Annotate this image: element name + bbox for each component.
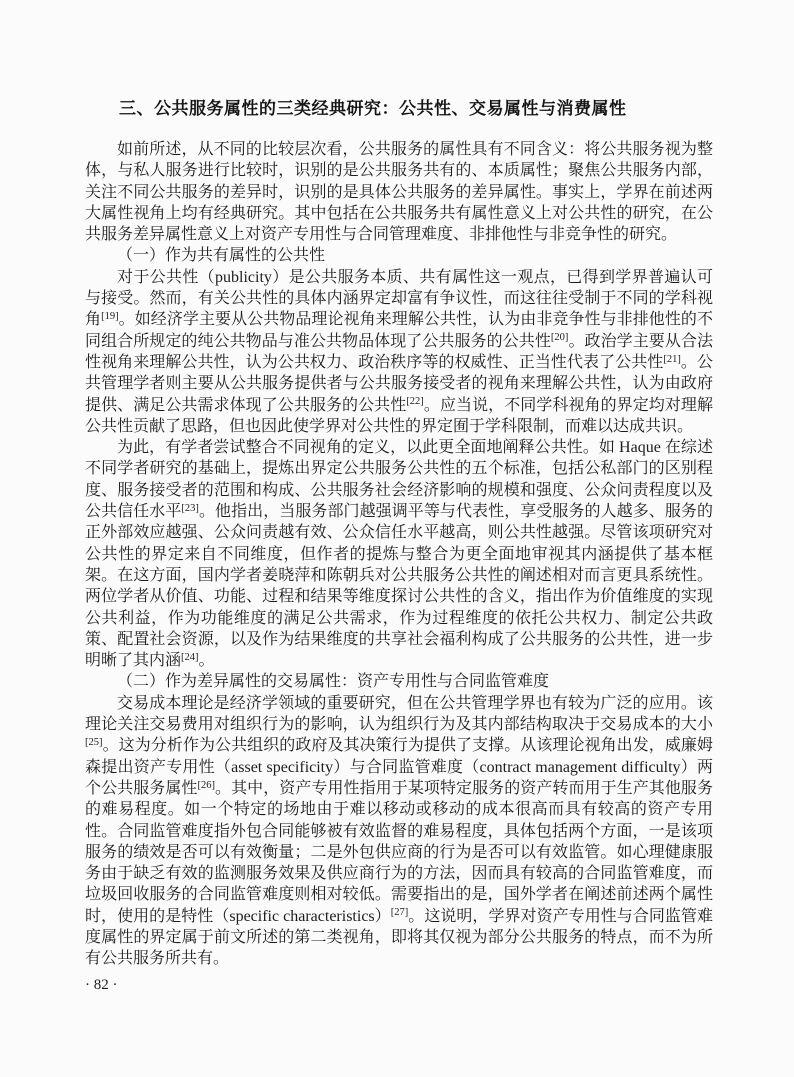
superscript-reference: [19]	[101, 311, 119, 323]
superscript-reference: [24]	[181, 651, 199, 663]
document-body	[85, 139, 713, 970]
superscript-reference: [20]	[550, 332, 569, 344]
section-subheading: （二）作为差异属性的交易属性：资产专用性与合同监管难度	[117, 673, 550, 691]
superscript-reference: [21]	[663, 353, 681, 365]
superscript-reference: [27]	[390, 907, 409, 919]
section-subheading: （一）作为共有属性的公共性	[117, 247, 326, 265]
superscript-reference: [25]	[85, 737, 103, 749]
superscript-reference: [23]	[181, 502, 199, 514]
document-title: 三、公共服务属性的三类经典研究：公共性、交易属性与消费属性	[119, 99, 627, 118]
superscript-reference: [22]	[406, 396, 424, 408]
paragraph: 对于公共性（publicity）是公共服务本质、共有属性这一观点，已得到学界普遍认可与接受。然而，有关公共性的具体内涵界定却富有争议性，而这往往受制于不同的学科视角[19]。如经济学主要从公共物品理论视角来理解公共性，认为由非竞争性与非排他性的不同组合所规定的纯公共物品与准公共物品体现了公共服务的公共性[20]。政治学主要从合法性视角来理解公共性，认为公共权力、政治秩序等的权威性、正当性代表了公共性[21]。公共管理学者则主要从公共服务提供者与公共服务接受者的视角来理解公共性，认为由政府提供、满足公共需求体现了公共服务的公共性[22]。应当说，不同学科视角的界定均对理解公共性贡献了思路，但也因此使学界对公共性的界定囿于学科限制，而难以达成共识。	[85, 268, 713, 435]
paragraph: 交易成本理论是经济学领域的重要研究，但在公共管理学界也有较为广泛的应用。该理论关注交易费用对组织行为的影响，认为组织行为及其内部结构取决于交易成本的大小[25]。这为分析作为公共组织的政府及其决策行为提供了支撑。从该理论视角出发，威廉姆森提出资产专用性（asset specificity）与合同监管难度（contract management difficulty）两个公共服务属性[26]。其中，资产专用性指用于某项特定服务的资产转而用于生产其他服务的难易程度。如一个特定的场地由于难以移动或移动的成本很高而具有较高的资产专用性。合同监管难度指外包合同能够被有效监督的难易程度，具体包括两个方面，一是该项服务的绩效是否可以有效衡量；二是外包供应商的行为是否可以有效监管。如心理健康服务由于缺乏有效的监测服务效果及供应商行为的方法，因而具有较高的合同监管难度，而垃圾回收服务的合同监管难度则相对较低。需要指出的是，国外学者在阐述前述两个属性时，使用的是特性（specific characteristics）[27]。这说明，学界对资产专用性与合同监管难度属性的界定属于前文所述的第二类视角，即将其仅视为部分公共服务的特点，而不为所有公共服务所共有。	[85, 694, 713, 968]
paragraph: 如前所述，从不同的比较层次看，公共服务的属性具有不同含义：将公共服务视为整体，与私人服务进行比较时，识别的是公共服务共有的、本质属性；聚焦公共服务内部，关注不同公共服务的差异时，识别的是具体公共服务的差异属性。事实上，学界在前述两大属性视角上均有经典研究。其中包括在公共服务共有属性意义上对公共性的研究，在公共服务差异属性意义上对资产专用性与合同管理难度、非排他性与非竞争性的研究。	[85, 141, 713, 244]
superscript-reference: [26]	[197, 779, 215, 791]
paragraph: 为此，有学者尝试整合不同视角的定义，以此更全面地阐释公共性。如 Haque 在综述不同学者研究的基础上，提炼出界定公共服务公共性的五个标准，包括公私部门的区别程度、服务接受者的范围和构成、公共服务社会经济影响的规模和强度、公众问责程度以及公共信任水平[23]。他指出，当服务部门越强调平等与代表性，享受服务的人越多、服务的正外部效应越强、公众问责越有效、公众信任水平越高，则公共性越强。尽管该项研究对公共性的界定来自不同维度，但作者的提炼与整合为更全面地审视其内涵提供了基本框架。在这方面，国内学者姜晓萍和陈朝兵对公共服务公共性的阐述相对而言更具系统性。两位学者从价值、功能、过程和结果等维度探讨公共性的含义，指出作为价值维度的实现公共利益，作为功能维度的满足公共需求，作为过程维度的依托公共权力、制定公共政策、配置社会资源，以及作为结果维度的共享社会福利构成了公共服务的公共性，进一步明晰了其内涵[24]。	[85, 439, 713, 670]
page-number: · 82 ·	[85, 976, 118, 993]
